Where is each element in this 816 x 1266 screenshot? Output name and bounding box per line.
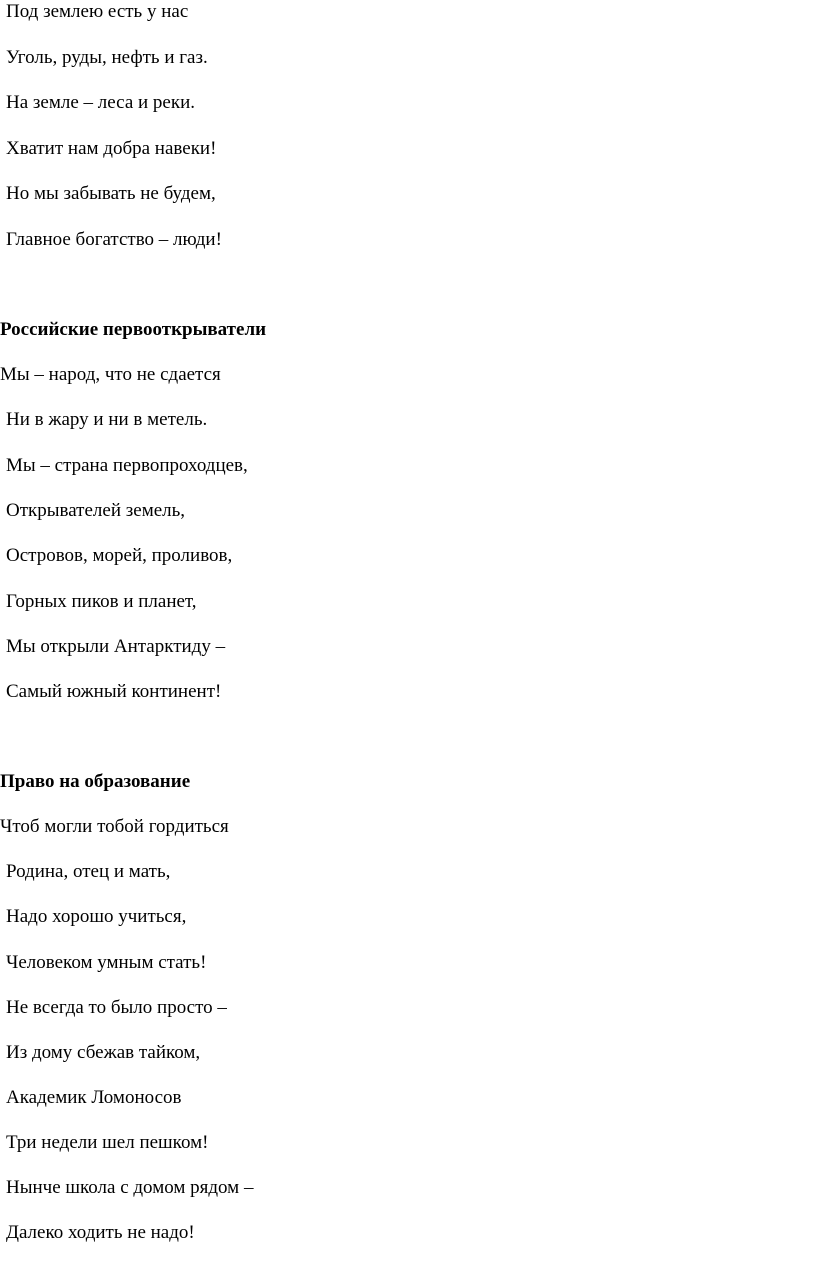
poem-line: На земле – леса и реки. — [6, 92, 196, 113]
poem-line: Мы – страна первопроходцев, — [6, 455, 248, 476]
poem-line: Мы – народ, что не сдается — [0, 364, 221, 385]
poem-line: Академик Ломоносов — [6, 1087, 182, 1108]
poem-line: Горных пиков и планет, — [6, 591, 197, 612]
poem-line: Не всегда то было просто – — [6, 997, 227, 1018]
section-heading: Российские первооткрыватели — [0, 319, 267, 340]
poem-line: Родина, отец и мать, — [6, 861, 171, 882]
poem-line: Уголь, руды, нефть и газ. — [6, 47, 208, 68]
poem-line: Под землею есть у нас — [6, 1, 189, 22]
poem-line: Три недели шел пешком! — [6, 1132, 209, 1153]
poem-line: Самый южный континент! — [6, 681, 222, 702]
poem-line: Далеко ходить не надо! — [6, 1222, 195, 1243]
poem-line: Но мы забывать не будем, — [6, 183, 216, 204]
poem-line: Ни в жару и ни в метель. — [6, 409, 208, 430]
poem-line: Хватит нам добра навеки! — [6, 138, 217, 159]
poem-line: Открывателей земель, — [6, 500, 186, 521]
poem-line: Мы открыли Антарктиду – — [6, 636, 226, 657]
poem-line: Нынче школа с домом рядом – — [6, 1177, 254, 1198]
section-heading: Право на образование — [0, 771, 191, 792]
poem-line: Островов, морей, проливов, — [6, 545, 233, 566]
poem-line: Чтоб могли тобой гордиться — [0, 816, 229, 837]
poem-line: Главное богатство – люди! — [6, 229, 222, 250]
poem-line: Из дому сбежав тайком, — [6, 1042, 201, 1063]
poem-line: Человеком умным стать! — [6, 952, 207, 973]
poem-line: Надо хорошо учиться, — [6, 906, 187, 927]
